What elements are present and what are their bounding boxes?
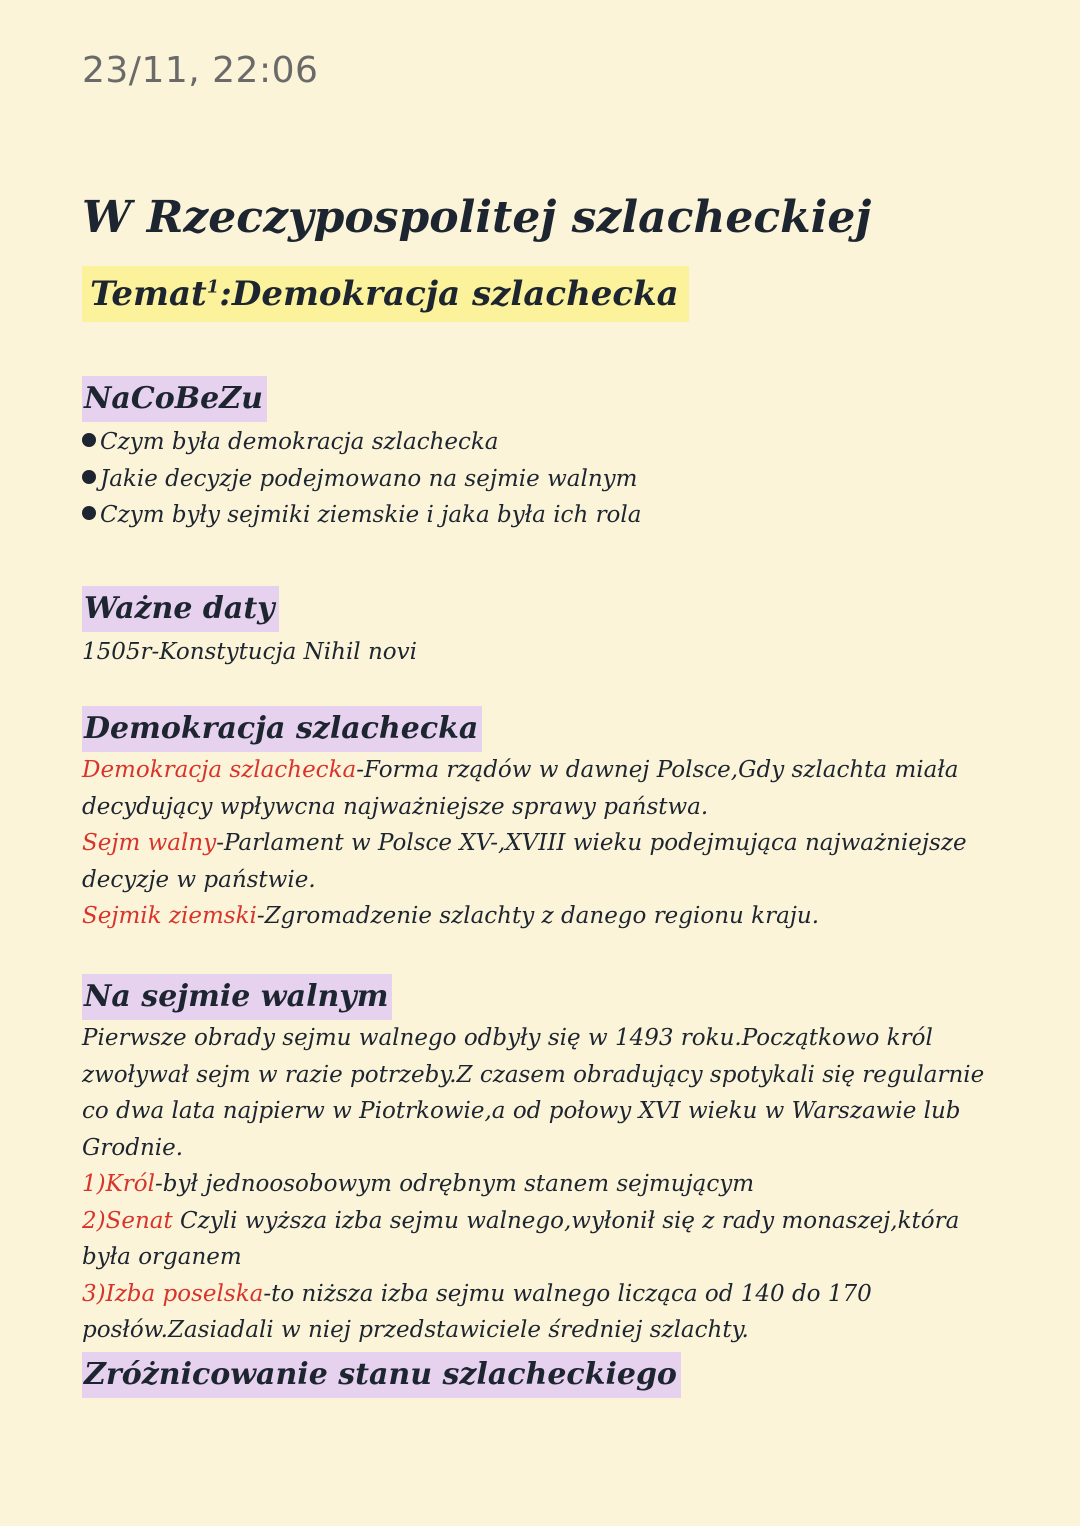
topic-title: :Demokracja szlachecka <box>219 274 679 314</box>
definition-term: Sejmik ziemski <box>82 903 257 929</box>
definition-entry <box>82 825 1002 898</box>
definition-term: Demokracja szlachecka <box>82 757 357 783</box>
topic-prefix: Temat <box>90 274 207 314</box>
definition-text: -Parlament w Polsce XV-,XVIII wieku podejmująca najważniejsze decyzje w państwie. <box>82 830 967 893</box>
diversity-heading: Zróżnicowanie stanu szlacheckiego <box>82 1352 681 1398</box>
definitions <box>82 752 1002 935</box>
sejm-point <box>82 1276 1002 1349</box>
democracy-section <box>82 706 1002 935</box>
topic-banner <box>82 266 689 322</box>
sejm-point-text: -to niższa izba sejmu walnego licząca od 140 do 170 posłów.Zasiadali w niej przedstawiciele średniej szlachty. <box>82 1280 872 1343</box>
dates-heading: Ważne daty <box>82 586 279 632</box>
sejm-point-text: -był jednoosobowym odrębnym stanem sejmującym <box>155 1171 755 1197</box>
dates-section <box>82 586 1002 671</box>
sejm-point <box>82 1203 1002 1276</box>
definition-text: -Forma rządów w dawnej Polsce,Gdy szlachta miała decydujący wpływcna najważniejsze sprawy państwa. <box>82 757 959 820</box>
sejm-point-text: Czyli wyższa izba sejmu walnego,wyłonił się z rady monaszej,która była organem <box>82 1207 960 1270</box>
democracy-heading: Demokracja szlachecka <box>82 706 482 752</box>
timestamp: 23/11, 22:06 <box>82 50 319 91</box>
list-item <box>82 424 1002 461</box>
diversity-section <box>82 1352 1002 1398</box>
list-item-text: Jakie decyzje podejmowano na sejmie walnym <box>100 465 638 492</box>
sejm-point-label: 2)Senat <box>82 1207 173 1234</box>
bullet-icon <box>82 470 96 484</box>
definition-entry <box>82 752 1002 825</box>
list-item <box>82 461 1002 498</box>
dates-line: 1505r-Konstytucja Nihil novi <box>82 639 417 665</box>
bullet-icon <box>82 433 96 447</box>
sejm-point <box>82 1166 1002 1203</box>
sejm-point-label: 1)Król <box>82 1171 155 1197</box>
list-item-text: Czym były sejmiki ziemskie i jaka była ich rola <box>100 502 642 528</box>
nacobezu-heading: NaCoBeZu <box>82 376 267 422</box>
page-title: W Rzeczypospolitej szlacheckiej <box>82 192 872 243</box>
sejm-point-label: 3)Izba poselska <box>82 1280 264 1307</box>
list-item-text: Czym była demokracja szlachecka <box>100 429 499 455</box>
sejm-intro: Pierwsze obrady sejmu walnego odbyły się w 1493 roku.Początkowo król zwoływał sejm w razie potrzeby.Z czasem obradujący spotykali się regularnie co dwa lata najpierw w Piotrkowie,a od połowy XVI wieku w Warszawie lub Grodnie. <box>82 1025 985 1161</box>
list-item <box>82 497 1002 534</box>
nacobezu-section <box>82 376 1002 534</box>
bullet-icon <box>82 506 96 520</box>
definition-term: Sejm walny <box>82 830 217 856</box>
sejm-section <box>82 974 1002 1349</box>
sejm-heading: Na sejmie walnym <box>82 974 392 1020</box>
nacobezu-list <box>82 424 1002 534</box>
topic-superscript: 1 <box>206 276 220 298</box>
definition-entry <box>82 898 1002 935</box>
definition-text: -Zgromadzenie szlachty z danego regionu kraju. <box>256 903 820 929</box>
sejm-body <box>82 1020 1002 1349</box>
